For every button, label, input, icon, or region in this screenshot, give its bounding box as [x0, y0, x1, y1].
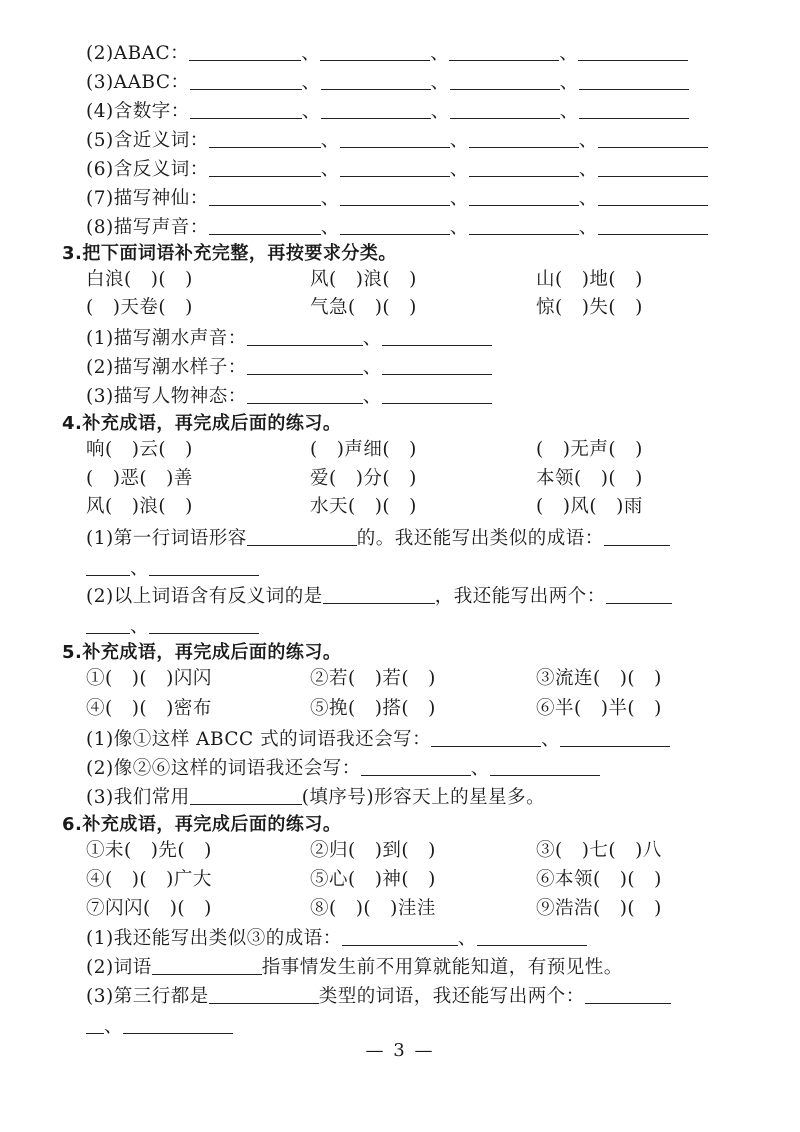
s6-word-3: ③( )七( )八: [536, 840, 662, 861]
s6-q1: (1)我还能写出类似③的成语： 、: [86, 926, 587, 952]
s6-word-8: ⑧( )( )洼洼: [310, 898, 436, 919]
s5-word-3: ③流连( )( ): [536, 668, 662, 689]
s4-word-2: ( )声细( ): [310, 439, 417, 460]
s3-word-3: 山( )地( ): [536, 269, 643, 290]
answer-blank: [209, 216, 321, 235]
s2-row-aabc: (3)AABC： 、 、 、: [86, 70, 689, 96]
s2-row-sound: (8)描写声音： 、 、 、: [86, 215, 708, 241]
answer-blank: [86, 1015, 104, 1034]
s4-q1-cont: 、: [86, 556, 259, 582]
answer-blank: [560, 728, 670, 747]
answer-blank: [247, 527, 357, 546]
s4-word-9: ( )风( )雨: [536, 496, 643, 517]
answer-blank: [190, 786, 302, 805]
answer-blank: [209, 187, 321, 206]
s2-row-synonym: (5)含近义词： 、 、 、: [86, 128, 708, 154]
answer-blank: [247, 356, 363, 375]
answer-blank: [469, 129, 579, 148]
section-3-heading: 3.把下面词语补充完整，再按要求分类。: [62, 243, 397, 264]
s3-q3: (3)描写人物神态： 、: [86, 384, 492, 410]
section-5-heading: 5.补充成语，再完成后面的练习。: [62, 642, 342, 663]
answer-blank: [598, 187, 708, 206]
answer-blank: [209, 129, 321, 148]
answer-blank: [321, 100, 431, 119]
answer-blank: [321, 71, 431, 90]
answer-blank: [86, 615, 130, 634]
s3-word-2: 风( )浪( ): [310, 269, 417, 290]
s3-word-5: 气急( )( ): [310, 297, 417, 318]
s4-word-6: 本领( )( ): [536, 468, 643, 489]
answer-blank: [382, 385, 492, 404]
answer-blank: [340, 129, 450, 148]
s5-word-2: ②若( )若( ): [310, 668, 436, 689]
answer-blank: [469, 187, 579, 206]
answer-blank: [190, 71, 302, 90]
s2-row-deity: (7)描写神仙： 、 、 、: [86, 186, 708, 212]
s3-q1: (1)描写潮水声音： 、: [86, 326, 492, 352]
s3-q2: (2)描写潮水样子： 、: [86, 355, 492, 381]
answer-blank: [449, 42, 559, 61]
s6-q2: (2)词语 指事情发生前不用算就能知道，有预见性。: [86, 957, 623, 978]
answer-blank: [323, 585, 435, 604]
s6-q3: (3)第三行都是 类型的词语，我还能写出两个：: [86, 984, 671, 1010]
answer-blank: [320, 42, 430, 61]
answer-blank: [152, 956, 262, 975]
answer-blank: [382, 356, 492, 375]
s6-word-1: ①未( )先( ): [86, 840, 212, 861]
section-4-heading: 4.补充成语，再完成后面的练习。: [62, 413, 342, 434]
answer-blank: [382, 327, 492, 346]
s4-word-1: 响( )云( ): [86, 439, 193, 460]
s3-word-1: 白浪( )( ): [86, 269, 193, 290]
answer-blank: [578, 42, 688, 61]
answer-blank: [598, 158, 708, 177]
answer-blank: [149, 557, 259, 576]
answer-blank: [123, 1015, 233, 1034]
s3-word-4: ( )天卷( ): [86, 297, 193, 318]
s6-word-7: ⑦闪闪( )( ): [86, 898, 212, 919]
s3-word-6: 惊( )失( ): [536, 297, 643, 318]
answer-blank: [340, 216, 450, 235]
answer-blank: [579, 100, 689, 119]
s4-q1: (1)第一行词语形容 的。我还能写出类似的成语：: [86, 526, 670, 552]
answer-blank: [209, 158, 321, 177]
answer-blank: [342, 927, 458, 946]
answer-blank: [340, 187, 450, 206]
answer-blank: [606, 585, 672, 604]
answer-blank: [598, 216, 708, 235]
answer-blank: [450, 71, 560, 90]
s4-word-4: ( )恶( )善: [86, 468, 193, 489]
answer-blank: [450, 100, 560, 119]
s4-word-7: 风( )浪( ): [86, 496, 193, 517]
s2-row-antonym: (6)含反义词： 、 、 、: [86, 157, 708, 183]
s5-q3: (3)我们常用 (填序号)形容天上的星星多。: [86, 787, 546, 808]
section-6-heading: 6.补充成语，再完成后面的练习。: [62, 814, 342, 835]
s2-row-number: (4)含数字： 、 、 、: [86, 99, 689, 125]
answer-blank: [247, 385, 363, 404]
page-number: — 3 —: [365, 1040, 435, 1061]
answer-blank: [190, 100, 302, 119]
answer-blank: [247, 327, 363, 346]
answer-blank: [86, 557, 130, 576]
answer-blank: [340, 158, 450, 177]
answer-blank: [490, 757, 600, 776]
s4-q2-cont: 、: [86, 614, 259, 640]
s6-word-5: ⑤心( )神( ): [310, 869, 436, 890]
s5-word-4: ④( )( )密布: [86, 698, 212, 719]
answer-blank: [469, 158, 579, 177]
answer-blank: [361, 757, 471, 776]
answer-blank: [431, 728, 541, 747]
s4-word-5: 爱( )分( ): [310, 468, 417, 489]
s6-word-9: ⑨浩浩( )( ): [536, 898, 662, 919]
s5-word-1: ①( )( )闪闪: [86, 668, 212, 689]
answer-blank: [209, 985, 319, 1004]
s6-word-6: ⑥本领( )( ): [536, 869, 662, 890]
s5-word-5: ⑤挽( )搭( ): [310, 698, 436, 719]
s6-word-2: ②归( )到( ): [310, 840, 436, 861]
answer-blank: [149, 615, 259, 634]
s4-q2: (2)以上词语含有反义词的是 ，我还能写出两个：: [86, 584, 672, 610]
s2-row-abac: (2)ABAC： 、 、 、: [86, 41, 688, 67]
answer-blank: [477, 927, 587, 946]
answer-blank: [604, 527, 670, 546]
answer-blank: [469, 216, 579, 235]
s5-word-6: ⑥半( )半( ): [536, 698, 662, 719]
answer-blank: [585, 985, 671, 1004]
answer-blank: [598, 129, 708, 148]
answer-blank: [189, 42, 301, 61]
s4-word-8: 水天( )( ): [310, 496, 417, 517]
s6-word-4: ④( )( )广大: [86, 869, 212, 890]
answer-blank: [579, 71, 689, 90]
s5-q2: (2)像②⑥这样的词语我还会写： 、: [86, 756, 600, 782]
s4-word-3: ( )无声( ): [536, 439, 643, 460]
s6-q3-cont: 、: [86, 1014, 233, 1040]
s5-q1: (1)像①这样 ABCC 式的词语我还会写： 、: [86, 727, 670, 753]
